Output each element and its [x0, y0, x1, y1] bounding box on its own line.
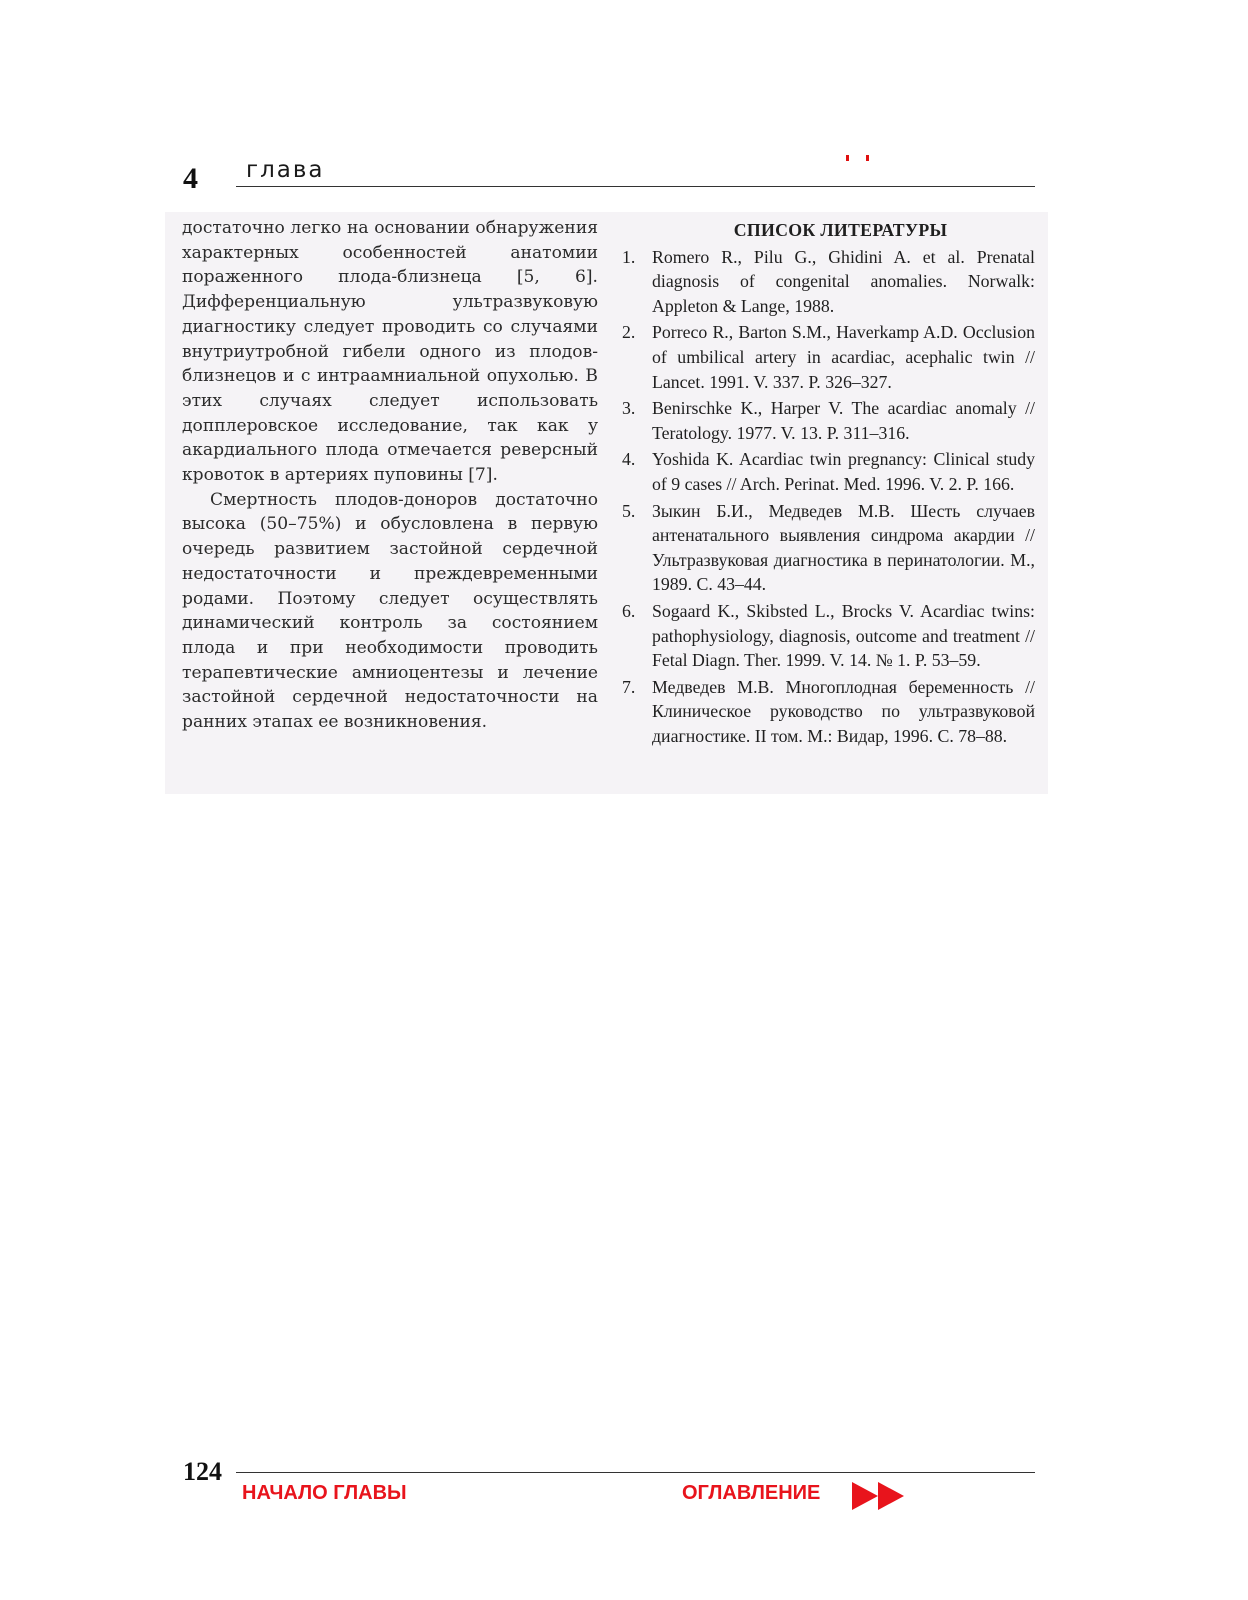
reference-item: [622, 245, 1035, 319]
body-paragraph: Смертность плодов-доноров достаточно высока (50–75%) и обусловлена в первую очередь развитием застойной сердечной недостаточности и преждевременными родами. Поэтому следует осуществлять динамический контроль за состоянием плода и при необходимости проводить терапевтические амниоцентезы и лечение застойной сердечной недостаточности на ранних этапах ее возникновения.: [182, 489, 598, 733]
reference-number: 3.: [622, 398, 636, 419]
reference-text: Зыкин Б.И., Медведев М.В. Шесть случаев антенатального выявления синдрома акардии // Ультразвуковая диагностика в перинатологии. М., 1989. С. 43–44.: [652, 500, 1035, 595]
reference-number: 1.: [622, 246, 636, 267]
chapter-label: глава: [246, 157, 325, 183]
footer-rule: [236, 1472, 1035, 1473]
reference-number: 2.: [622, 322, 636, 343]
chapter-start-link[interactable]: НАЧАЛО ГЛАВЫ: [242, 1482, 407, 1504]
reference-text: Yoshida K. Acardiac twin pregnancy: Clinical study of 9 cases // Arch. Perinat. Med. 1996. V. 2. P. 166.: [652, 449, 1035, 494]
references-title: СПИСОК ЛИТЕРАТУРЫ: [733, 220, 948, 240]
reference-item: [622, 447, 1035, 496]
reference-item: [622, 499, 1035, 597]
reference-item: [622, 320, 1035, 394]
table-of-contents-link[interactable]: ОГЛАВЛЕНИЕ: [682, 1482, 821, 1504]
page-number: 124: [183, 1457, 222, 1486]
references-section: [622, 218, 1035, 750]
reference-item: [622, 396, 1035, 445]
reference-text: Porreco R., Barton S.M., Haverkamp A.D. Occlusion of umbilical artery in acardiac, acephalic twin // Lancet. 1991. V. 337. P. 326–327.: [652, 322, 1035, 392]
scan-mark: [866, 155, 869, 161]
reference-number: 4.: [622, 449, 636, 470]
references-list: [622, 245, 1035, 749]
scan-mark: [846, 155, 849, 161]
header-rule: [236, 186, 1035, 187]
next-page-arrows: [852, 1482, 912, 1510]
double-arrow-right-icon[interactable]: [852, 1482, 912, 1510]
body-text-column: [182, 216, 598, 735]
reference-text: Romero R., Pilu G., Ghidini A. et al. Prenatal diagnosis of congenital anomalies. Norwalk: Appleton & Lange, 1988.: [652, 246, 1035, 316]
reference-text: Медведев М.В. Многоплодная беременность // Клиническое руководство по ультразвуковой диагностике. II том. М.: Видар, 1996. С. 78–88.: [652, 676, 1035, 746]
reference-item: [622, 599, 1035, 673]
body-paragraph: достаточно легко на основании обнаружения характерных особенностей анатомии пораженного плода-близнеца [5, 6]. Дифференциальную ультразвуковую диагностику следует проводить со случаями внутриутробной гибели одного из плодов-близнецов и с интраамниальной опухолью. В этих случаях следует использовать допплеровское исследование, так как у акардиального плода отмечается реверсный кровоток в артериях пуповины [7].: [182, 218, 598, 486]
reference-number: 6.: [622, 600, 636, 621]
reference-text: Benirschke K., Harper V. The acardiac anomaly // Teratology. 1977. V. 13. P. 311–316.: [652, 398, 1035, 443]
reference-item: [622, 675, 1035, 749]
reference-number: 7.: [622, 676, 636, 697]
reference-number: 5.: [622, 500, 636, 521]
chapter-number: 4: [183, 162, 198, 195]
reference-text: Sogaard K., Skibsted L., Brocks V. Acardiac twins: pathophysiology, diagnosis, outcome and treatment // Fetal Diagn. Ther. 1999. V. 14. № 1. P. 53–59.: [652, 600, 1035, 671]
